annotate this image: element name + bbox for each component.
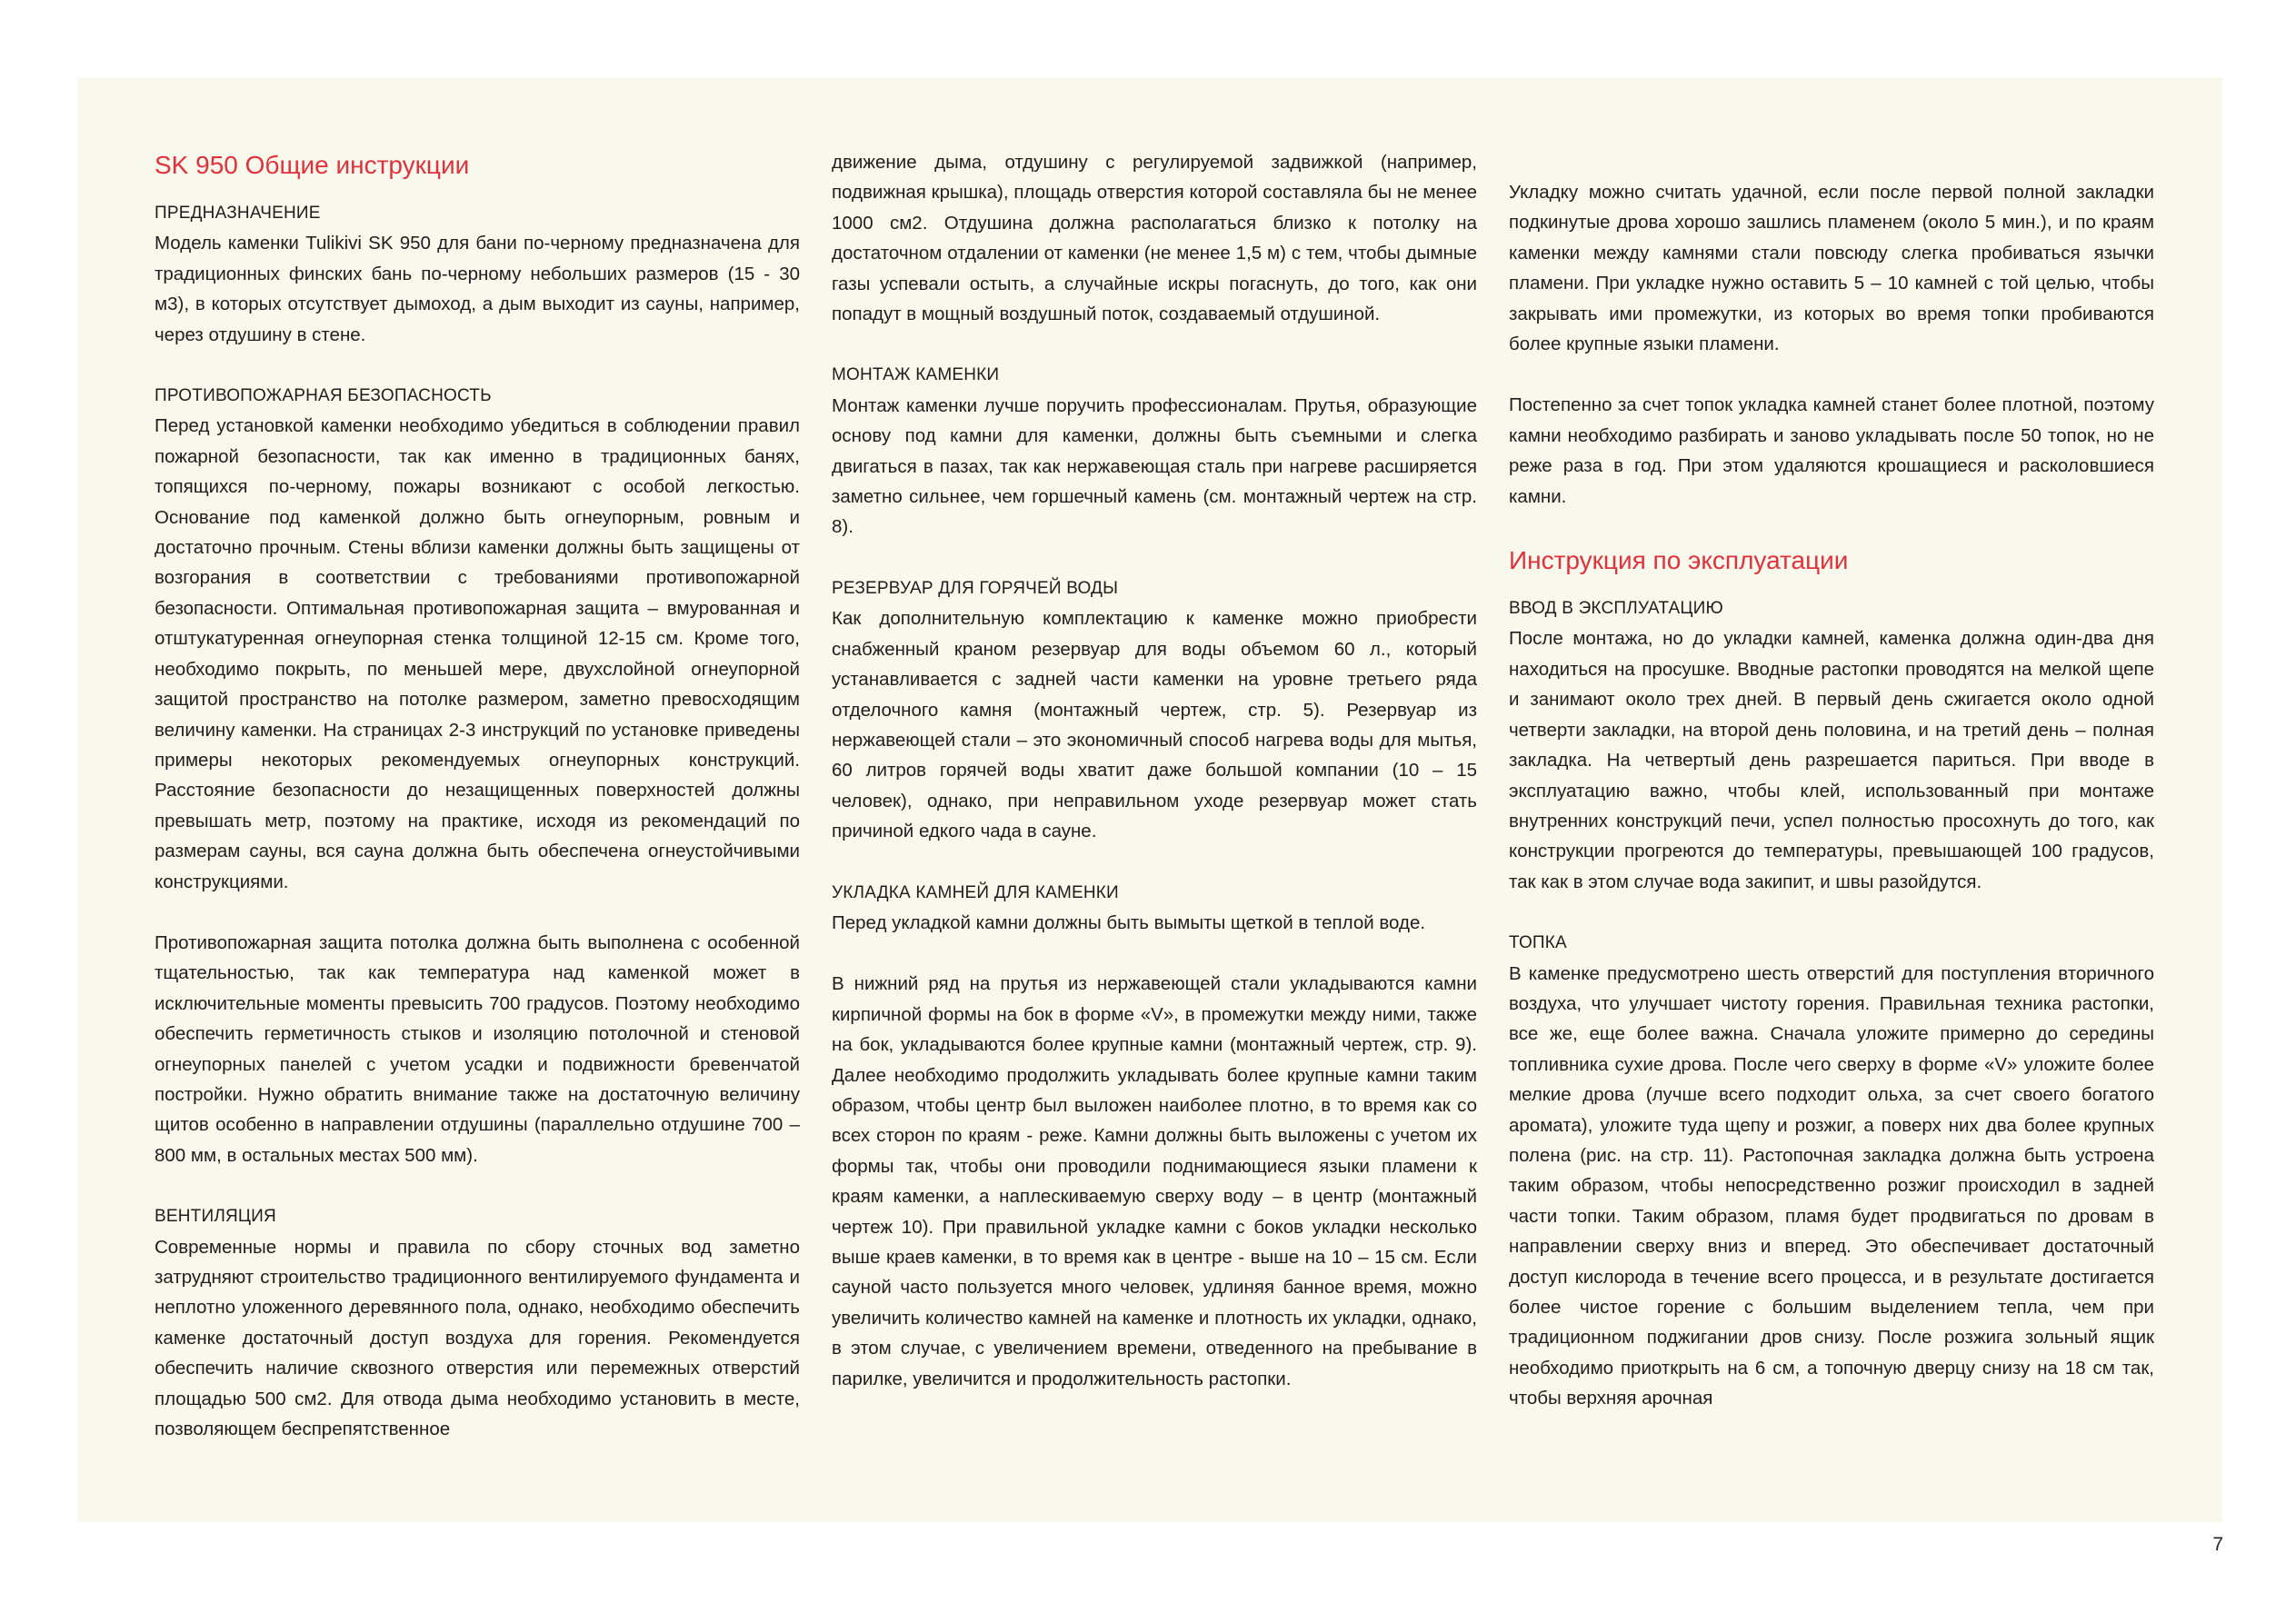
section-installation (832, 360, 1477, 542)
section-purpose (155, 198, 800, 350)
paragraph: В каменке предусмотрено шесть отверстий для поступления вторичного воздуха, что улучшает чистоту горения. Правильная техника растопки, все же, еще более важна. Сначала уложите примерно до середины топливника сухие дрова. После чего сверху в форме «V» уложите более мелкие дрова (лучше всего подходит ольха, за счет своего богатого аромата), уложите туда щепу и розжиг, а поверх них два более крупных полена (рис. на стр. 11). Растопочная закладка должна быть устроена таким образом, чтобы непосредственно розжиг происходил в задней части топки. Таким образом, пламя будет продвигаться по дровам в направлении сверху вниз и вперед. Это обеспечивает достаточный доступ кислорода в течение всего процесса, и в результате достигается более чистое горение с большим выделением тепла, чем при традиционном поджигании дров снизу. После розжига зольный ящик необходимо приоткрыть на 6 см, а топочную дверцу снизу на 18 см так, чтобы верхняя арочная (1509, 962, 2154, 1409)
column-3 (1509, 177, 2154, 1445)
column-2 (832, 147, 1477, 1425)
paragraph: Как дополнительную комплектацию к каменке можно приобрести снабженный краном резервуар для воды объемом 60 л., который устанавливается с задней части каменки на уровне третьего ряда отделочного камня (монтажный чертеж, стр. 5). Резервуар из нержавеющей стали – это экономичный способ нагрева воды для мытья, 60 литров горячей воды хватит даже большой компании (10 – 15 человек), однако, при неправильном уходе резервуар может стать причиной едкого чада в сауне. (832, 608, 1477, 842)
section-water-tank (832, 573, 1477, 847)
subheading-water-tank: РЕЗЕРВУАР ДЛЯ ГОРЯЧЕЙ ВОДЫ (832, 578, 1119, 598)
section-commissioning (1509, 593, 2154, 897)
paragraph: Монтаж каменки лучше поручить профессионалам. Прутья, образующие основу под камни для каменки, должны быть съемными и слегка двигаться в пазах, так как нержавеющая сталь при нагреве расширяется заметно сильнее, чем горшечный камень (см. монтажный чертеж на стр. 8). (832, 394, 1477, 538)
subheading-fire-safety: ПРОТИВОПОЖАРНАЯ БЕЗОПАСНОСТЬ (155, 386, 492, 406)
paragraph: Перед установкой каменки необходимо убедиться в соблюдении правил пожарной безопасности, так как именно в традиционных банях, топящихся по-черному, пожары возникают с особой легкостью. Основание под каменкой должно быть огнеупорным, ровным и достаточно прочным. Стены вблизи каменки должны быть защищены от возгорания в соответствии с требованиями противопожарной безопасности. Оптимальная противопожарная защита – вмурованная и отштукатуренная огнеупорная стенка толщиной 12-15 см. Кроме того, необходимо покрыть, по меньшей мере, двухслойной огнеупорной защитой пространство на потолке размером, заметно превосходящим величину каменки. На страницах 2-3 инструкций по установке приведены примеры некоторых рекомендуемых огнеупорных конструкций. Расстояние безопасности до незащищенных поверхностей должны превышать метр, поэтому на практике, исходя из рекомендаций по размерам сауны, вся сауна должна быть обеспечена огнеустойчивыми конструкциями. (155, 415, 800, 892)
page-number: 7 (2212, 1534, 2223, 1555)
paragraph: Укладку можно считать удачной, если после первой полной закладки подкинутые дрова хорошо зашлись пламенем (около 5 мин.), и по краям каменки между камнями стали повсюду слегка пробиваться язычки пламени. При укладке нужно оставить 5 – 10 камней с той целью, чтобы закрывать ими промежутки, из которых во время топки пробиваются более крупные языки пламени. (1509, 182, 2154, 355)
paragraph: Противопожарная защита потолка должна быть выполнена с особенной тщательностью, так как температура над каменкой может в исключительные моменты превысить 700 градусов. Поэтому необходимо обеспечить герметичность стыков и изоляцию потолочной и стеновой огнеупорных панелей с учетом усадки и подвижности бревенчатой постройки. Нужно обратить внимание также на достаточную величину щитов особенно в направлении отдушины (параллельно отдушине 700 – 800 мм, в остальных местах 500 мм). (155, 931, 800, 1166)
paragraph: Современные нормы и правила по сбору сточных вод заметно затрудняют строительство традиционного вентилируемого фундамента и неплотно уложенного деревянного пола, однако, необходимо обеспечить каменке достаточный доступ воздуха для горения. Рекомендуется обеспечить наличие сквозного отверстия или перемежных отверстий площадью 500 см2. Для отвода дыма необходимо установить в месте, позволяющем беспрепятственное (155, 1236, 800, 1440)
paragraph: После монтажа, но до укладки камней, каменка должна один-два дня находиться на просушке. Вводные растопки проводятся на мелкой щепе и занимают около трех дней. В первый день сжигается около одной четверти закладки, на второй день половина, и на третий день – полная закладка. На четвертый день разрешается париться. При вводе в эксплуатацию важно, чтобы клей, использованный при монтаже внутренних конструкций печи, успел полностью просохнуть до того, как конструкции прогреются до температуры, превышающей 100 градусов, так как в этом случае вода закипит, и швы разойдутся. (1509, 628, 2154, 892)
subheading-stone-laying: УКЛАДКА КАМНЕЙ ДЛЯ КАМЕНКИ (832, 882, 1119, 902)
subheading-commissioning: ВВОД В ЭКСПЛУАТАЦИЮ (1509, 599, 1723, 619)
subheading-purpose: ПРЕДНАЗНАЧЕНИЕ (155, 204, 321, 223)
subheading-ventilation: ВЕНТИЛЯЦИЯ (155, 1207, 276, 1227)
section-stone-laying (832, 878, 1477, 1395)
section-title-operation: Инструкция по эксплуатации (1509, 546, 1849, 575)
paragraph: Перед укладкой камни должны быть вымыты щеткой в теплой воде. (832, 911, 1426, 933)
subheading-firing: ТОПКА (1509, 933, 1567, 953)
paragraph: Постепенно за счет топок укладка камней станет более плотной, поэтому камни необходимо разбирать и заново укладывать после 50 топок, но не реже раза в год. При этом удаляются крошащиеся и расколовшиеся камни. (1509, 394, 2154, 507)
section-ventilation (155, 1201, 800, 1444)
paragraph: В нижний ряд на прутья из нержавеющей стали укладываются камни кирпичной формы на бок в форме «V», в промежутки между ними, также на бок, укладываются более крупные камни (монтажный чертеж, стр. 9). Далее необходимо продолжить укладывать более крупные камни таким образом, чтобы центр был выложен наиболее плотно, в то время как со всех сторон по краям - реже. Камни должны быть выложены с учетом их формы так, чтобы они проводили поднимающиеся языки пламени к краям каменки, а наплескиваемую сверху воду – в центр (монтажный чертеж 10). При правильной укладке камни с боков укладки несколько выше краев каменки, в то время как в центре - выше на 10 – 15 см. Если сауной часто пользуется много человек, удлиняя банное время, можно увеличить количество камней на каменке и плотность их укладки, однако, в этом случае, с увеличением времени, отведенного на пребывание в парилке, увеличится и продолжительность растопки. (832, 973, 1477, 1389)
subheading-installation: МОНТАЖ КАМЕНКИ (832, 365, 1000, 385)
section-fire-safety (155, 381, 800, 1170)
paragraph: движение дыма, отдушину с регулируемой задвижкой (например, подвижная крышка), площадь отверстия которой составляла бы не менее 1000 см2. Отдушина должна располагаться близко к потолку на достаточном отдалении от каменки (не менее 1,5 м) с тем, чтобы дымные газы успевали остыть, а случайные искры погаснуть, до того, как они попадут в мощный воздушный поток, создаваемый отдушиной. (832, 152, 1477, 325)
section-firing (1509, 928, 2154, 1414)
column-1 (155, 147, 800, 1475)
section-title-general: SK 950 Общие инструкции (155, 151, 470, 179)
paragraph: Модель каменки Tulikivi SK 950 для бани по-черному предназначена для традиционных финских бань по-черному небольших размеров (15 - 30 м3), в которых отсутствует дымоход, а дым выходит из сауны, например, через отдушину в стене. (155, 233, 800, 345)
